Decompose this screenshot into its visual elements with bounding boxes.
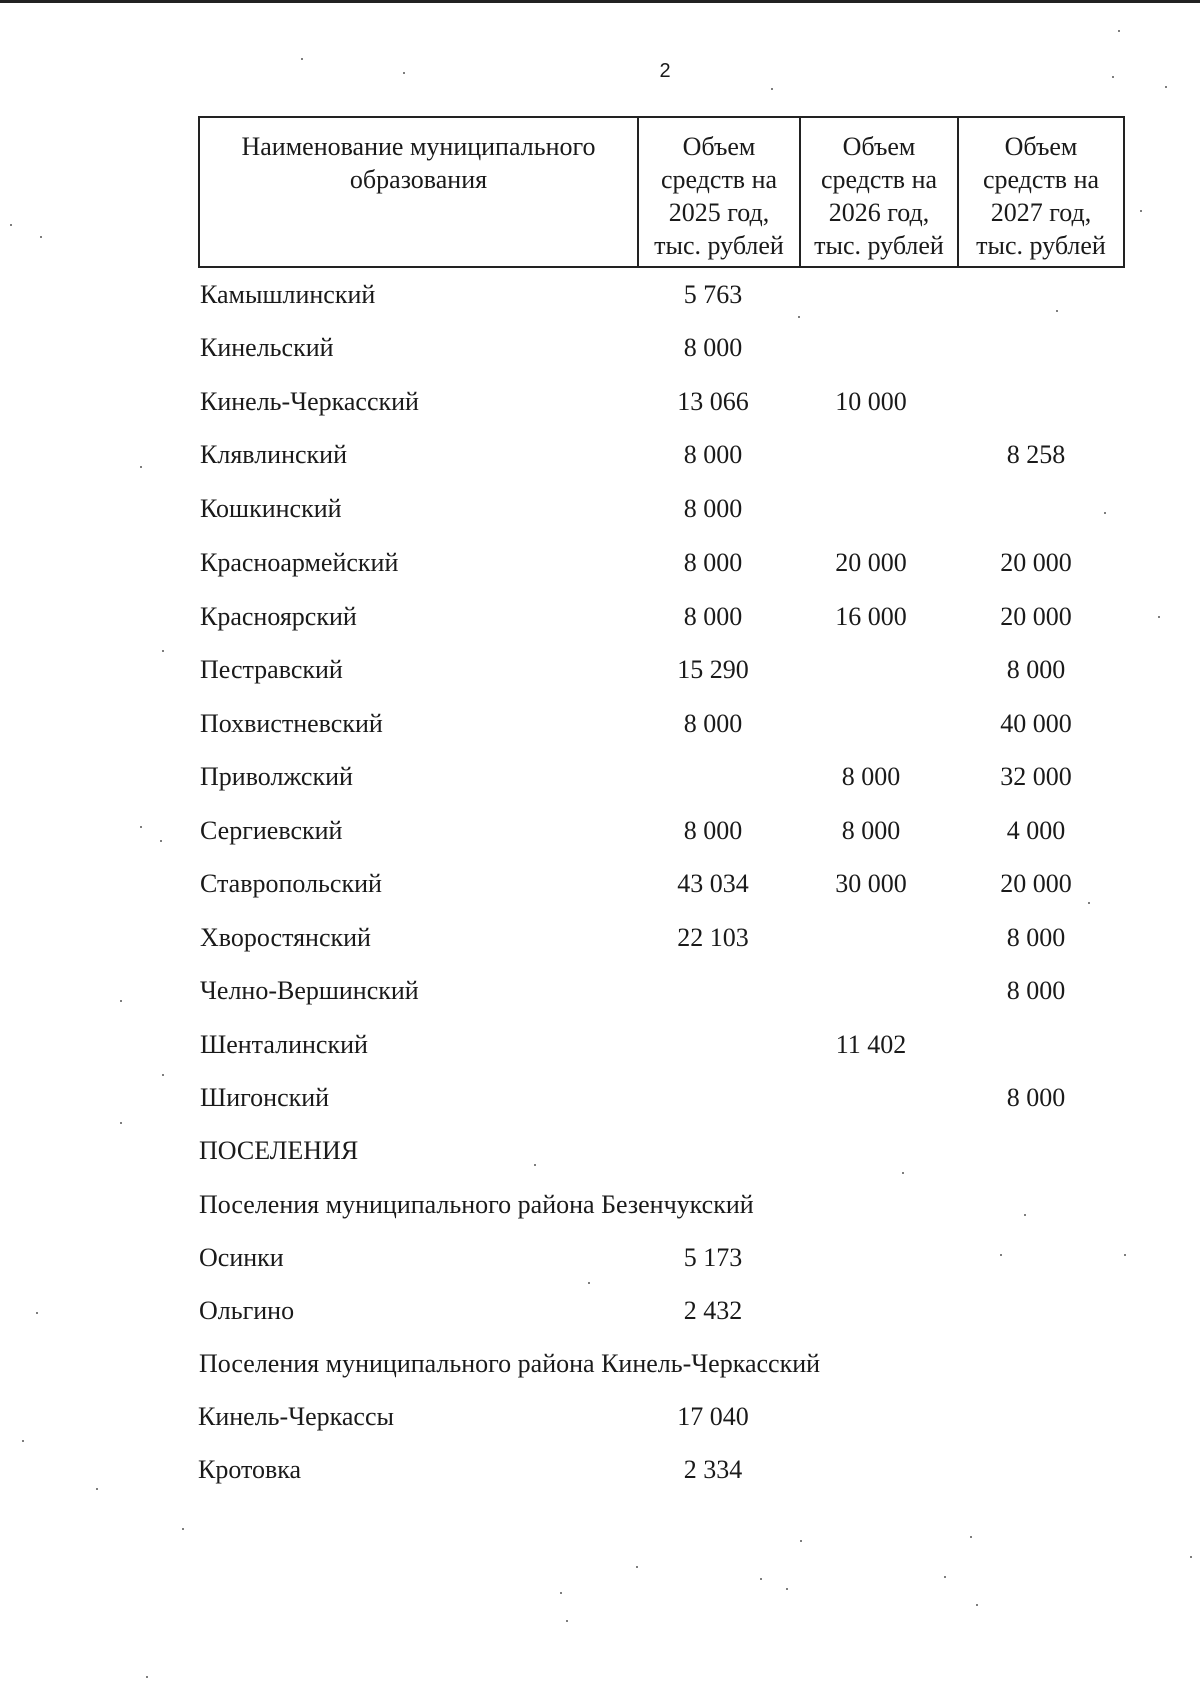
municipality-name: Шигонский [200,1083,330,1112]
volume-2025: 5 173 [683,1243,743,1272]
municipality-name: Клявлинский [200,440,348,469]
table-row [0,275,1200,315]
header-volume-2027: Объем средств на 2027 год, тыс. рублей [976,132,1106,260]
volume-2027: 8 000 [1006,655,1066,684]
municipality-name: Кинель-Черкасский [200,387,419,416]
table-row [0,757,1200,797]
table-row [0,1291,1200,1331]
volume-2025: 13 066 [677,387,749,416]
volume-2026: 10 000 [835,387,907,416]
table-row [0,811,1200,851]
volume-2027: 8 000 [1006,976,1066,1005]
volume-2025: 8 000 [683,709,743,738]
volume-2026: 8 000 [841,816,901,845]
volume-2025: 2 432 [683,1296,743,1325]
volume-2026: 30 000 [835,869,907,898]
settlement-name: Кротовка [198,1455,302,1484]
table-row [0,1238,1200,1278]
table-row [0,864,1200,904]
volume-2025: 15 290 [677,655,749,684]
volume-2027: 8 000 [1006,1083,1066,1112]
municipality-name: Хворостянский [200,923,371,952]
table-row [0,971,1200,1011]
volume-2025: 2 334 [683,1455,743,1484]
settlement-name: Ольгино [199,1296,295,1325]
volume-2025: 8 000 [683,333,743,362]
volume-2025: 8 000 [683,602,743,631]
volume-2025: 43 034 [677,869,749,898]
municipality-name: Красноармейский [200,548,399,577]
volume-2025: 8 000 [683,548,743,577]
page-number: 2 [659,60,671,82]
municipality-name: Похвистневский [200,709,383,738]
volume-2025: 5 763 [683,280,743,309]
settlements-heading: ПОСЕЛЕНИЯ [199,1136,359,1165]
table-row [0,382,1200,422]
volume-2027: 8 000 [1006,923,1066,952]
table-row [0,1078,1200,1118]
table-row [0,435,1200,475]
table-row [0,918,1200,958]
volume-2026: 16 000 [835,602,907,631]
volume-2025: 22 103 [677,923,749,952]
table-row [0,1025,1200,1065]
volume-2026: 20 000 [835,548,907,577]
volume-2027: 40 000 [1000,709,1072,738]
table-row [0,650,1200,690]
volume-2025: 17 040 [677,1402,749,1431]
volume-2025: 8 000 [683,816,743,845]
volume-2027: 32 000 [1000,762,1072,791]
table-row [0,328,1200,368]
table-row [0,704,1200,744]
table-row [0,1397,1200,1437]
municipality-name: Сергиевский [200,816,343,845]
settlement-name: Осинки [199,1243,284,1272]
table-row [0,489,1200,529]
volume-2026: 8 000 [841,762,901,791]
municipality-name: Пестравский [200,655,343,684]
municipality-name: Шенталинский [200,1030,368,1059]
header-volume-2025: Объем средств на 2025 год, тыс. рублей [639,118,801,266]
header-volume-2026: Объем средств на 2026 год, тыс. рублей [801,118,959,266]
municipality-name: Камышлинский [200,280,376,309]
settlement-name: Кинель-Черкассы [198,1402,394,1431]
header-municipality-name: Наименование муниципального образования [200,118,639,266]
volume-2027: 4 000 [1006,816,1066,845]
volume-2027: 8 258 [1006,440,1066,469]
municipality-name: Ставропольский [200,869,382,898]
group-title-kinel-cherkassky: Поселения муниципального района Кинель-Черкасский [199,1349,821,1378]
municipality-name: Челно-Вершинский [200,976,419,1005]
municipality-name: Красноярский [200,602,357,631]
table-row [0,543,1200,583]
volume-2027: 20 000 [1000,548,1072,577]
volume-2027: 20 000 [1000,602,1072,631]
volume-2025: 8 000 [683,494,743,523]
municipality-name: Кинельский [200,333,334,362]
municipality-name: Кошкинский [200,494,342,523]
municipality-name: Приволжский [200,762,353,791]
volume-2025: 8 000 [683,440,743,469]
table-row [0,1450,1200,1490]
volume-2026: 11 402 [835,1030,907,1059]
volume-2027: 20 000 [1000,869,1072,898]
group-title-bezenchuksky: Поселения муниципального района Безенчукский [199,1190,754,1219]
table-row [0,597,1200,637]
